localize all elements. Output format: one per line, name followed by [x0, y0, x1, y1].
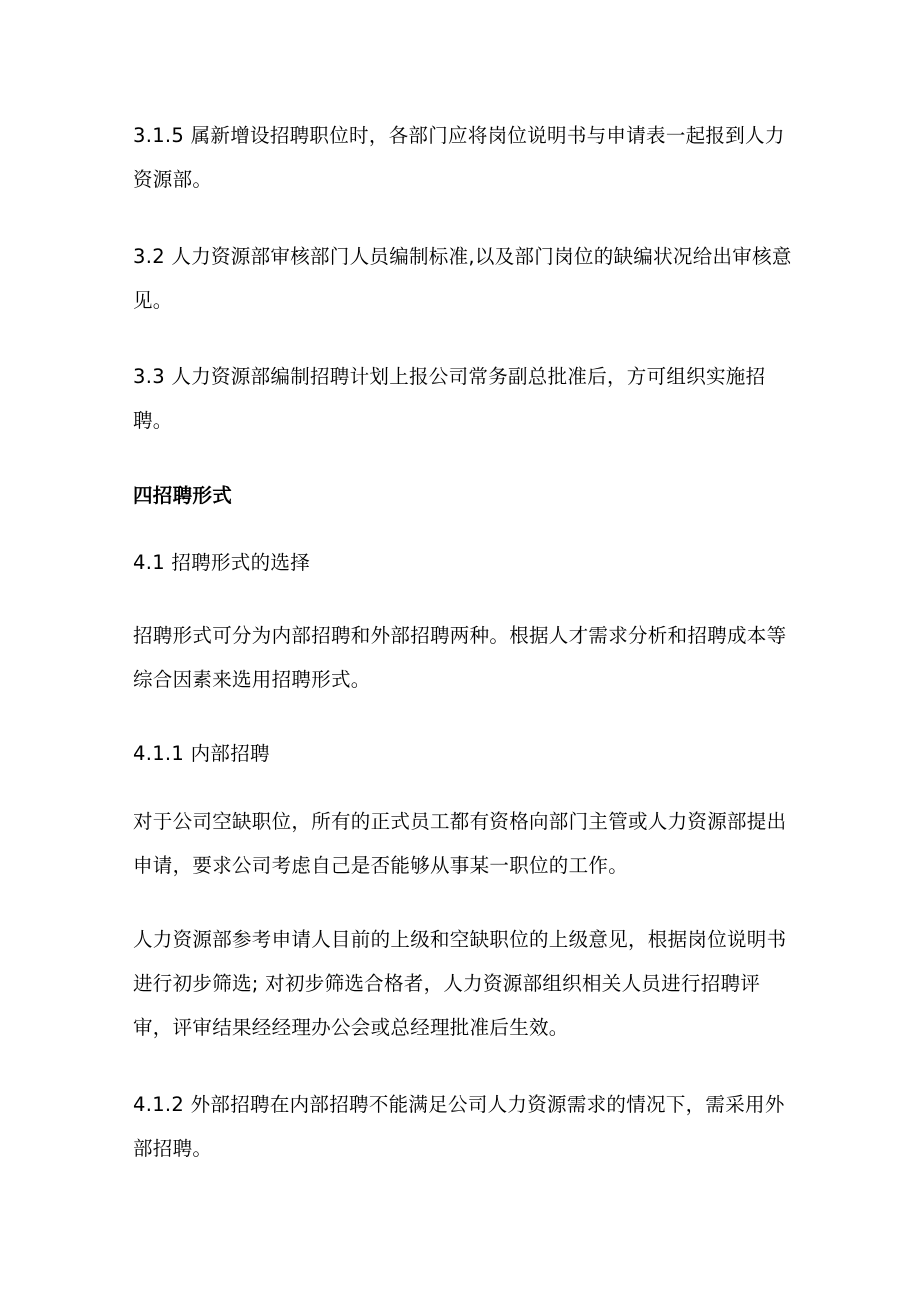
section-heading-4: 四招聘形式 — [133, 484, 233, 507]
paragraph-3-3: 3.3 人力资源部编制招聘计划上报公司常务副总批准后，方可组织实施招聘。 — [133, 365, 766, 432]
paragraph-4-1: 4.1 招聘形式的选择 — [133, 551, 311, 574]
paragraph-4-1-1-body-2: 人力资源部参考申请人目前的上级和空缺职位的上级意见，根据岗位说明书进行初步筛选; 对初步筛选合格者，人力资源部组织相关人员进行招聘评审，评审结果经经理办公会或总经理批准后生效。 — [133, 928, 787, 1039]
paragraph-3-1-5: 3.1.5 属新增设招聘职位时，各部门应将岗位说明书与申请表一起报到人力资源部。 — [133, 124, 785, 191]
paragraph-3-2: 3.2 人力资源部审核部门人员编制标准,以及部门岗位的缺编状况给出审核意见。 — [133, 245, 792, 312]
paragraph-4-1-2: 4.1.2 外部招聘在内部招聘不能满足公司人力资源需求的情况下，需采用外部招聘。 — [133, 1093, 785, 1160]
paragraph-4-1-body: 招聘形式可分为内部招聘和外部招聘两种。根据人才需求分析和招聘成本等综合因素来选用招聘形式。 — [133, 624, 787, 691]
paragraph-4-1-1: 4.1.1 内部招聘 — [133, 742, 270, 765]
paragraph-4-1-1-body-1: 对于公司空缺职位，所有的正式员工都有资格向部门主管或人力资源部提出申请，要求公司考虑自己是否能够从事某一职位的工作。 — [133, 810, 787, 877]
